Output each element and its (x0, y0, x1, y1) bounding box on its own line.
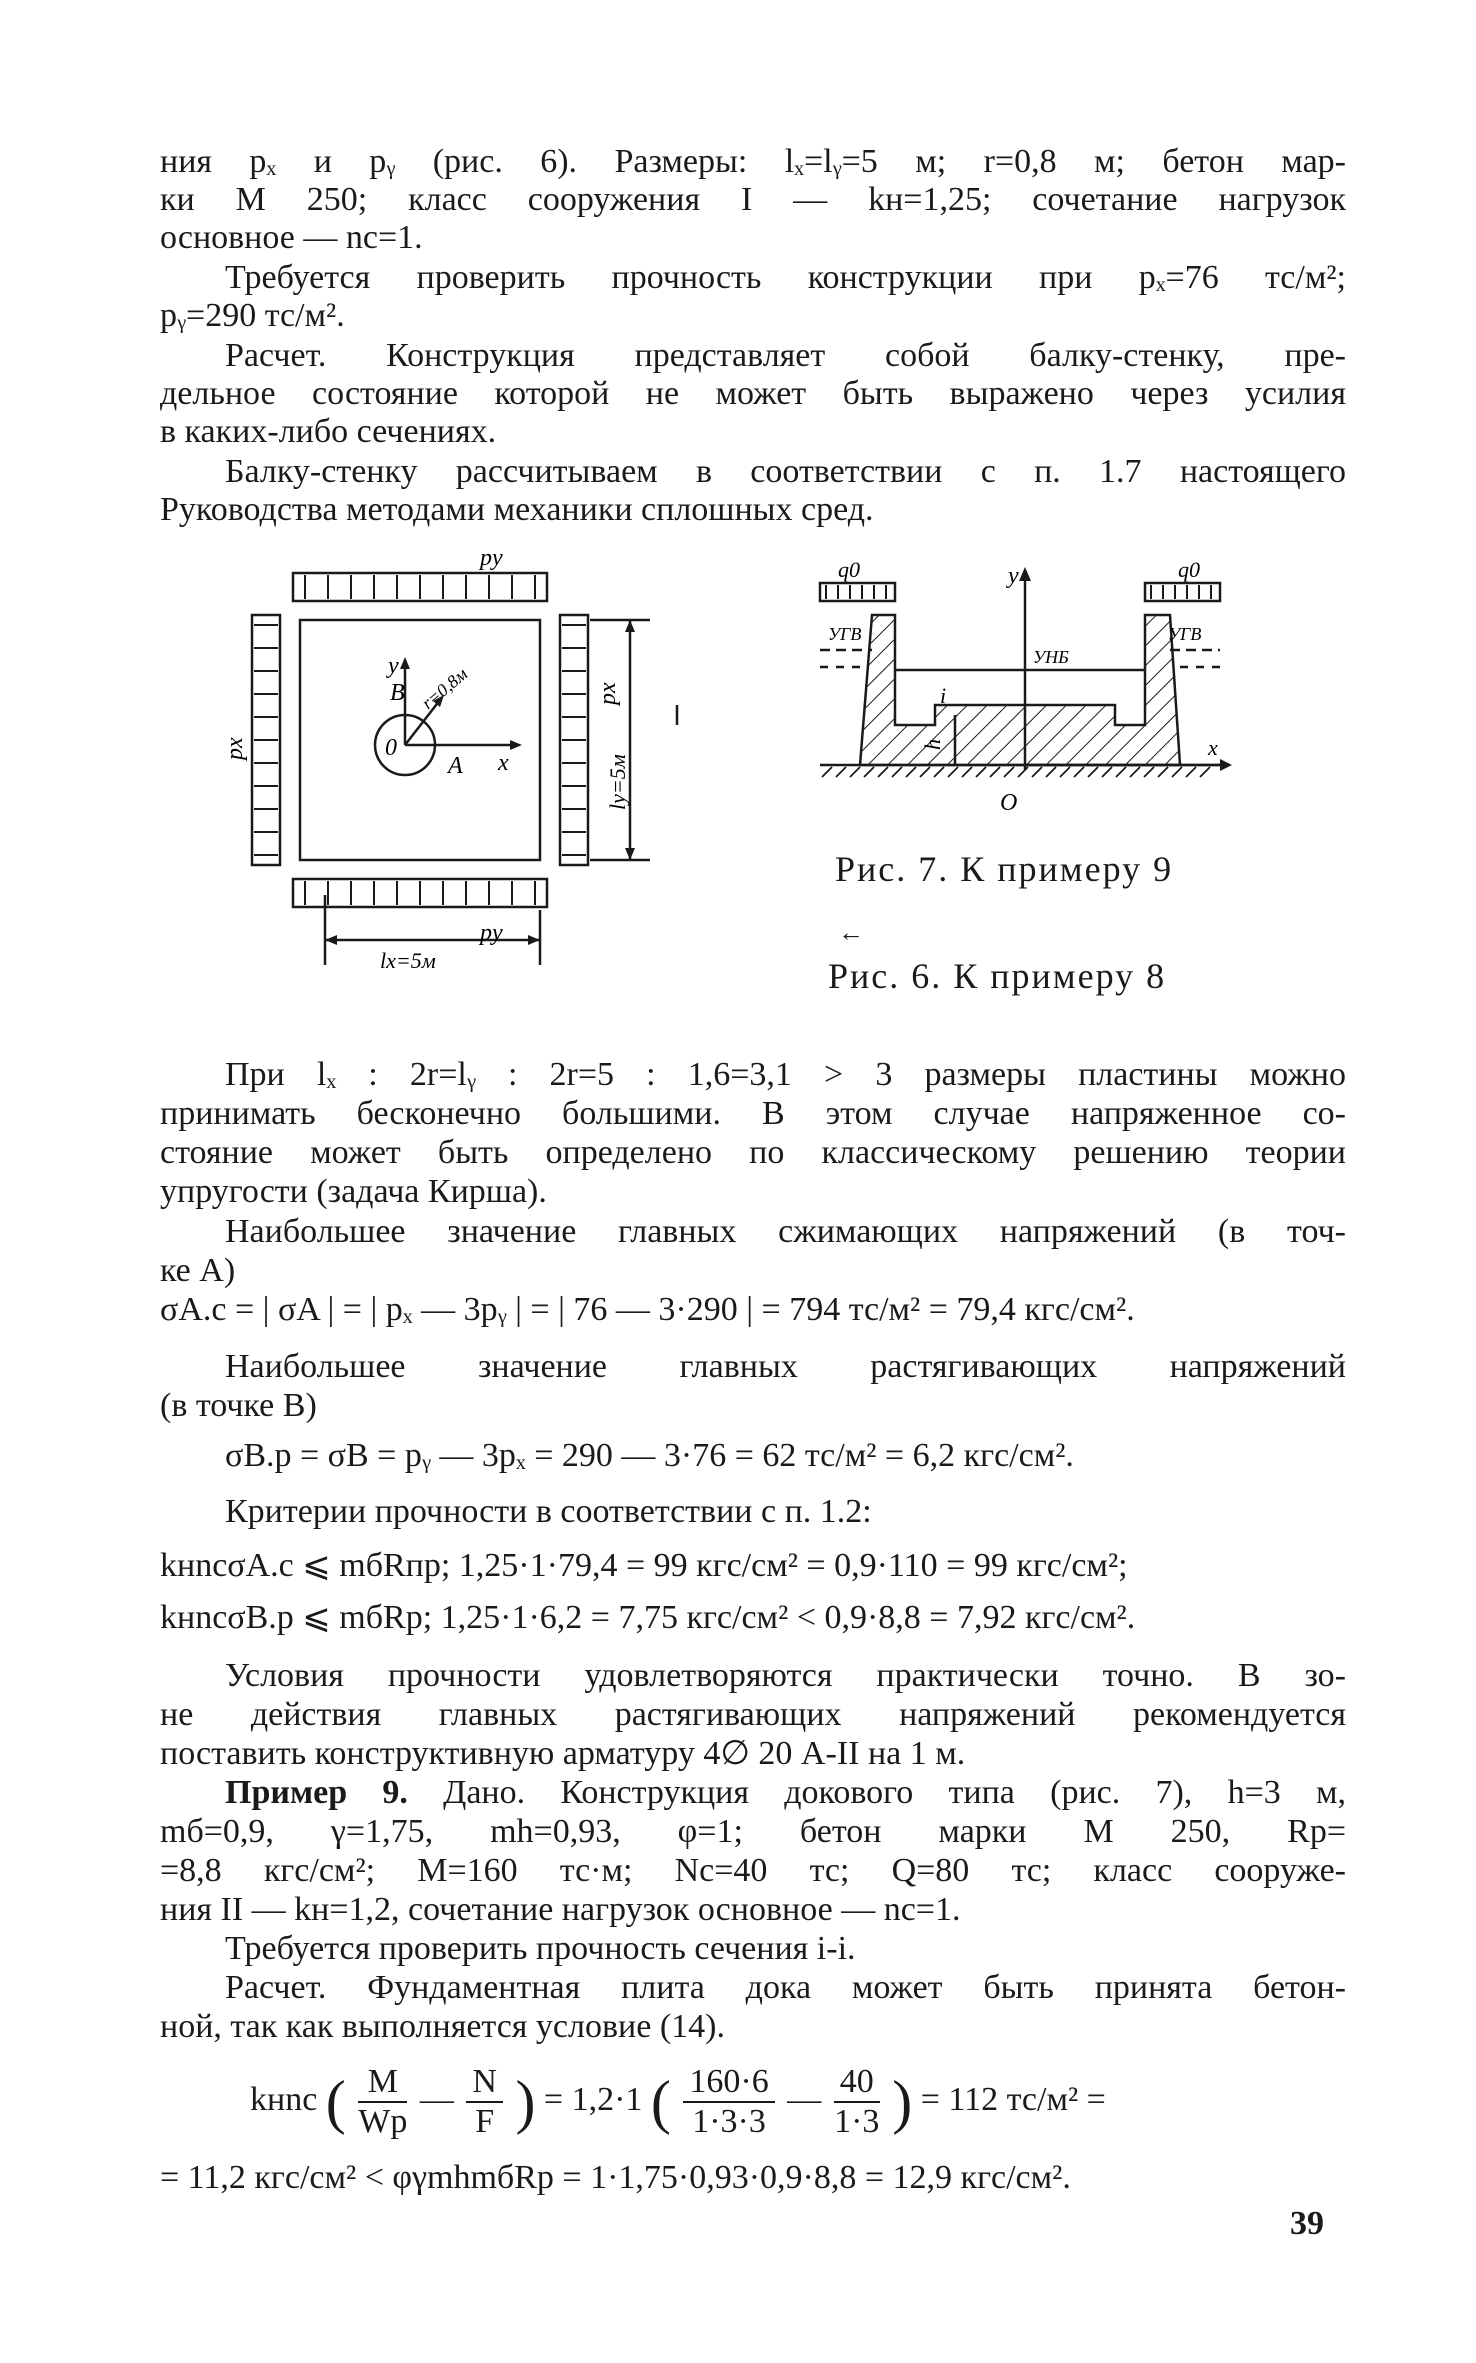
label-x-axis: x (1208, 735, 1218, 760)
text-line: Критерии прочности в соответствии с п. 1.2: (225, 1493, 872, 1530)
load-arrow (948, 767, 958, 777)
text-line: основное — nс=1. (160, 219, 423, 256)
text-line: Балку-стенку рассчитываем в соответствии с п. 1.7 настоящего (225, 453, 1346, 490)
text-line: Наибольшее значение главных растягивающих напряжений (225, 1348, 1346, 1385)
equation-sigma-a: σA.с = | σA | = | pₓ — 3pᵧ | = | 76 — 3·290 | = 794 тс/м² = 79,4 кгс/см². (160, 1291, 1135, 1328)
load-arrow (1130, 767, 1140, 777)
plate-outline (300, 620, 540, 860)
text-line: Требуется проверить прочность сечения i-i. (225, 1930, 856, 1967)
label-q0-left: q0 (838, 557, 860, 582)
text-line: не действия главных растягивающих напряжений рекомендуется (160, 1696, 1346, 1733)
figure-7-diagram (800, 555, 1240, 835)
load-arrow (836, 767, 846, 777)
load-arrow (920, 767, 930, 777)
text-line: Расчет. Фундаментная плита дока может быть принята бетон- (225, 1969, 1346, 2006)
load-arrow (1116, 767, 1126, 777)
label-ugv-right: УГВ (1168, 624, 1202, 644)
label-ly: ly=5м (605, 754, 630, 810)
label-lx: lx=5м (380, 948, 436, 973)
equation-criterion-b: kнnсσB.р ⩽ mбRр; 1,25·1·6,2 = 7,75 кгс/см² < 0,9·8,8 = 7,92 кгс/см². (160, 1599, 1136, 1636)
text-line: ния pₓ и pᵧ (рис. 6). Размеры: lₓ=lᵧ=5 м; r=0,8 м; бетон мар- (160, 143, 1346, 180)
label-point-b: B (390, 680, 405, 706)
load-arrow (822, 767, 832, 777)
load-arrow (906, 767, 916, 777)
load-arrow (1200, 767, 1210, 777)
text-line: =8,8 кгс/см²; M=160 тс·м; Nс=40 тс; Q=80 тс; класс сооруже- (160, 1852, 1346, 1889)
label-origin: 0 (385, 735, 397, 761)
load-arrow (1144, 767, 1154, 777)
load-arrow (864, 767, 874, 777)
load-arrow (1004, 767, 1014, 777)
text-line: ния II — kн=1,2, сочетание нагрузок основное — nс=1. (160, 1891, 961, 1928)
dock-section (860, 615, 1180, 765)
text-line: Наибольшее значение главных сжимающих напряжений (в точ- (225, 1213, 1346, 1250)
equation-strength-continued: = 11,2 кгс/см² < φγmhmбRр = 1·1,75·0,93·0,9·8,8 = 12,9 кгс/см². (160, 2159, 1071, 2196)
text-line: в каких-либо сечениях. (160, 413, 497, 450)
figure-6-diagram (222, 545, 700, 1005)
load-arrow (1074, 767, 1084, 777)
load-arrow (962, 767, 972, 777)
example-heading: Пример 9. (225, 1774, 408, 1811)
label-radius: r=0,8м (417, 663, 472, 714)
load-arrow (850, 767, 860, 777)
label-py-top: py (480, 545, 503, 571)
text-line: ки М 250; класс сооружения I — kн=1,25; сочетание нагрузок (160, 181, 1346, 218)
text-line: Расчет. Конструкция представляет собой балку-стенку, пре- (225, 337, 1346, 374)
label-height-h: h (920, 739, 945, 750)
load-arrow (1060, 767, 1070, 777)
load-arrow (1018, 767, 1028, 777)
label-x-axis: x (498, 750, 509, 776)
equation-strength: kнnс ( $\frac{M}{Wр}$ — $\frac{N}{F}$ ) = 1,2·1 ( $\frac{160\cdot 6}{1\cdot 3\cdot 3}$ — $\frac{40}{1\cdot 3}$ ) = 112 тс/м² = (250, 2063, 1106, 2141)
load-arrow (1102, 767, 1112, 777)
text-line: дельное состояние которой не может быть выражено через усилия (160, 375, 1346, 412)
text-line: стояние может быть определено по классическому решению теории (160, 1134, 1346, 1171)
figure-6-caption: Рис. 6. К примеру 8 (828, 956, 1167, 996)
text-line: (в точке B) (160, 1387, 317, 1424)
equation-sigma-b: σB.р = σB = pᵧ — 3pₓ = 290 — 3·76 = 62 тс/м² = 6,2 кгс/см². (225, 1437, 1074, 1474)
label-unb: УНБ (1033, 647, 1069, 667)
page-number: 39 (1290, 2205, 1324, 2242)
text-line: Требуется проверить прочность конструкции при pₓ=76 тс/м²; (225, 259, 1346, 296)
load-arrow (1046, 767, 1056, 777)
label-origin: O (1000, 790, 1018, 816)
text-line-example-9: Пример 9. Дано. Конструкция докового типа (рис. 7), h=3 м, (225, 1774, 1347, 1811)
load-arrow (934, 767, 944, 777)
text-line: ке A) (160, 1252, 236, 1289)
label-y-axis: y (1008, 563, 1019, 589)
arrow-glyph: ← (838, 918, 866, 947)
equation-criterion-a: kнnсσA.с ⩽ mбRпр; 1,25·1·79,4 = 99 кгс/см² = 0,9·110 = 99 кгс/см²; (160, 1547, 1128, 1584)
text-line: ной, так как выполняется условие (14). (160, 2008, 725, 2045)
label-ugv-left: УГВ (828, 624, 862, 644)
label-px-right: px (595, 682, 621, 705)
label-y-axis: y (388, 653, 399, 679)
load-arrow (976, 767, 986, 777)
load-arrow (1172, 767, 1182, 777)
load-arrow (878, 767, 888, 777)
text-line: Руководства методами механики сплошных сред. (160, 491, 874, 528)
text-line: поставить конструктивную арматуру 4∅ 20 А-II на 1 м. (160, 1735, 966, 1772)
label-px-left: px (222, 737, 248, 760)
label-point-a: A (448, 753, 463, 779)
load-arrow (1158, 767, 1168, 777)
text-line: упругости (задача Кирша). (160, 1173, 547, 1210)
load-arrow (990, 767, 1000, 777)
load-arrow (1088, 767, 1098, 777)
text-line: Условия прочности удовлетворяются практически точно. В зо- (225, 1657, 1346, 1694)
load-arrow (1186, 767, 1196, 777)
load-arrow (892, 767, 902, 777)
label-py-bottom: py (480, 920, 503, 946)
label-section-i: i (940, 683, 947, 708)
figure-7-caption: Рис. 7. К примеру 9 (835, 849, 1174, 889)
text-line: принимать бесконечно большими. В этом случае напряженное со- (160, 1095, 1346, 1132)
load-arrow (1032, 767, 1042, 777)
label-q0-right: q0 (1178, 557, 1200, 582)
text-line: mб=0,9, γ=1,75, mh=0,93, φ=1; бетон марки М 250, Rр= (160, 1813, 1346, 1850)
text-line: При lₓ : 2r=lᵧ : 2r=5 : 1,6=3,1 > 3 размеры пластины можно (225, 1056, 1346, 1093)
text-line: pᵧ=290 тс/м². (160, 297, 345, 334)
